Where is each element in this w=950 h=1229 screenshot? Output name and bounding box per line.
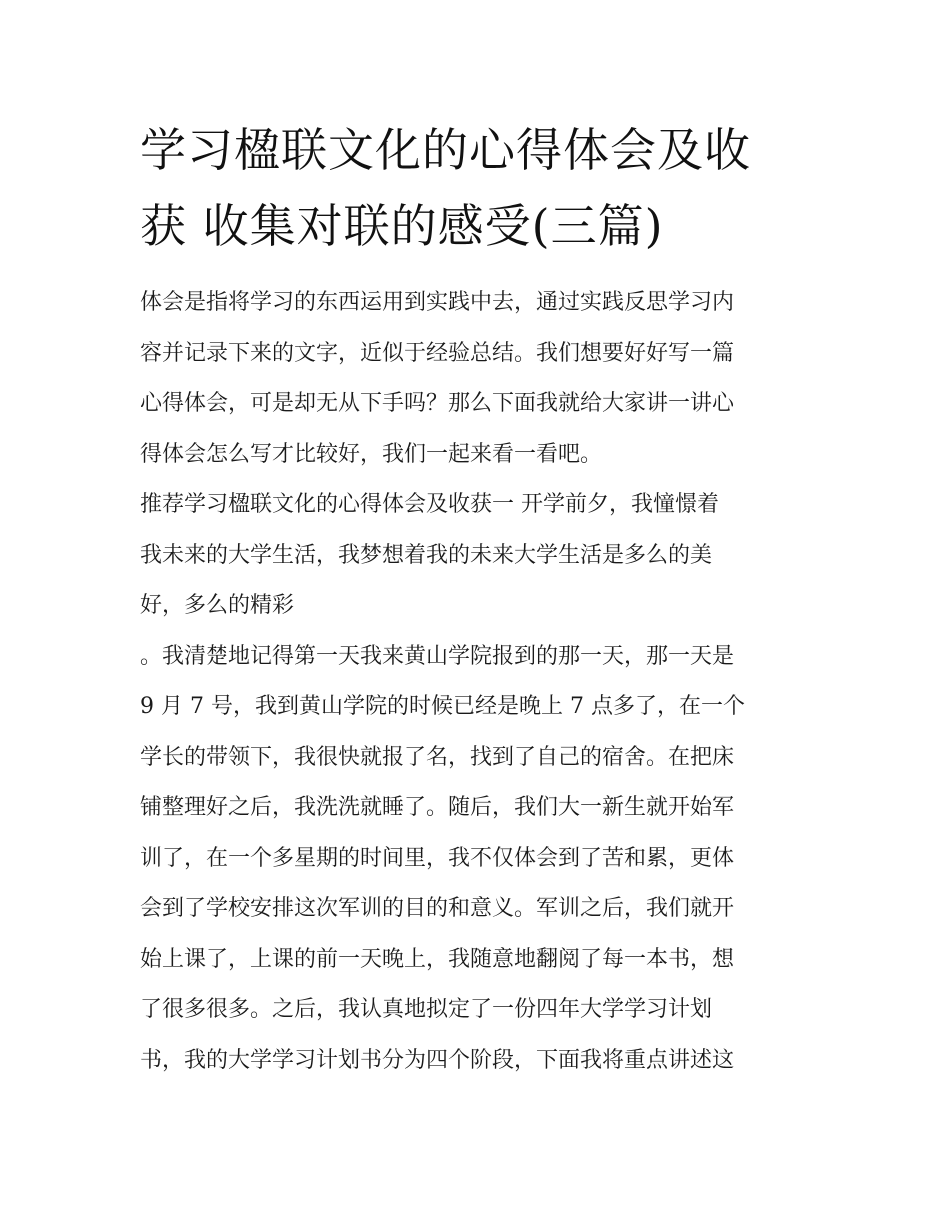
title-line-1: 学习楹联文化的心得体会及收 bbox=[140, 123, 751, 177]
document-body bbox=[140, 278, 820, 1086]
document-title bbox=[140, 112, 830, 264]
paragraph-essay-one-opening: 推荐学习楹联文化的心得体会及收获一 开学前夕，我憧憬着 我未来的大学生活，我梦想着我的未来大学生活是多么的美 好，多么的精彩 bbox=[140, 492, 719, 618]
title-line-2: 获 收集对联的感受(三篇) bbox=[140, 199, 664, 253]
paragraph-intro: 体会是指将学习的东西运用到实践中去，通过实践反思学习内 容并记录下来的文字，近似于经验总结。我们想要好好写一篇 心得体会，可是却无从下手吗？那么下面我就给大家讲一讲心 得体会怎么写才比较好，我们一起来看一看吧。 bbox=[140, 290, 735, 467]
paragraph-essay-one-body: 。我清楚地记得第一天我来黄山学院报到的那一天，那一天是 9 月 7 号，我到黄山学院的时候已经是晚上 7 点多了，在一个 学长的带领下，我很快就报了名，找到了自己的宿舍。在把床 铺整理好之后，我洗洗就睡了。随后，我们大一新生就开始军 训了，在一个多星期的时间里，我不仅体会到了苦和累，更体 会到了学校安排这次军训的目的和意义。军训之后，我们就开 始上课了，上课的前一天晚上，我随意地翻阅了每一本书，想 了很多很多。之后，我认真地拟定了一份四年大学学习计划 书，我的大学学习计划书分为四个阶段，下面我将重点讲述这 bbox=[140, 643, 745, 1073]
